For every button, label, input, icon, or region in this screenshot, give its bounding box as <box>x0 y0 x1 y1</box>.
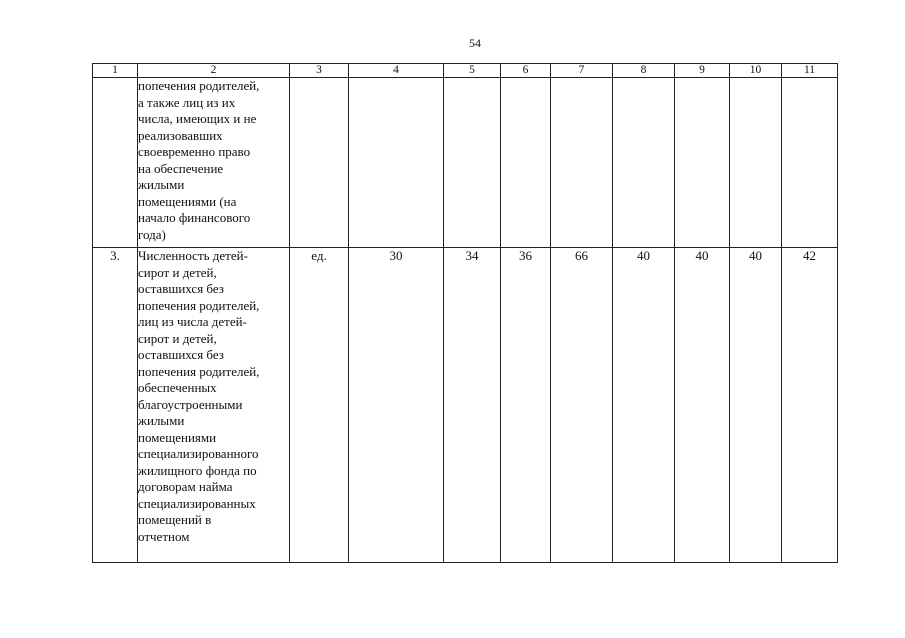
column-number-header: 6 <box>501 64 551 78</box>
column-number-header: 2 <box>138 64 290 78</box>
column-number-header: 8 <box>613 64 675 78</box>
value-cell <box>613 78 675 248</box>
value-cell <box>551 78 613 248</box>
value-cell: 40 <box>675 248 730 563</box>
value-cell: 30 <box>349 248 444 563</box>
column-number-header: 1 <box>93 64 138 78</box>
column-number-header: 5 <box>444 64 501 78</box>
value-cell <box>675 78 730 248</box>
unit-cell: ед. <box>290 248 349 563</box>
page-number: 54 <box>469 36 481 50</box>
column-number-header: 4 <box>349 64 444 78</box>
value-cell <box>782 78 838 248</box>
value-cell <box>444 78 501 248</box>
value-cell: 34 <box>444 248 501 563</box>
unit-cell <box>290 78 349 248</box>
value-cell: 40 <box>730 248 782 563</box>
column-number-header: 9 <box>675 64 730 78</box>
row-number-cell: 3. <box>93 248 138 563</box>
value-cell <box>501 78 551 248</box>
column-number-header: 3 <box>290 64 349 78</box>
table-row-continuation <box>93 78 838 248</box>
row-number-cell <box>93 78 138 248</box>
value-cell: 66 <box>551 248 613 563</box>
value-cell: 36 <box>501 248 551 563</box>
table-row-3 <box>93 248 838 563</box>
indicator-description-cell: попечения родителей, а также лиц из их числа, имеющих и не реализовавших своевременно право на обеспечение жилыми помещениями (на начало финансового года) <box>138 78 290 248</box>
value-cell <box>730 78 782 248</box>
column-number-header: 7 <box>551 64 613 78</box>
indicator-table <box>92 63 838 563</box>
column-number-header: 10 <box>730 64 782 78</box>
indicator-description-cell: Численность детей- сирот и детей, оставшихся без попечения родителей, лиц из числа детей- сирот и детей, оставшихся без попечения родителей, обеспеченных благоустроенными жилыми помещениями специализированного жилищного фонда по договорам найма специализированных помещений в отчетном <box>138 248 290 563</box>
value-cell: 42 <box>782 248 838 563</box>
value-cell: 40 <box>613 248 675 563</box>
column-number-header: 11 <box>782 64 838 78</box>
value-cell <box>349 78 444 248</box>
column-number-header-row <box>93 64 838 78</box>
